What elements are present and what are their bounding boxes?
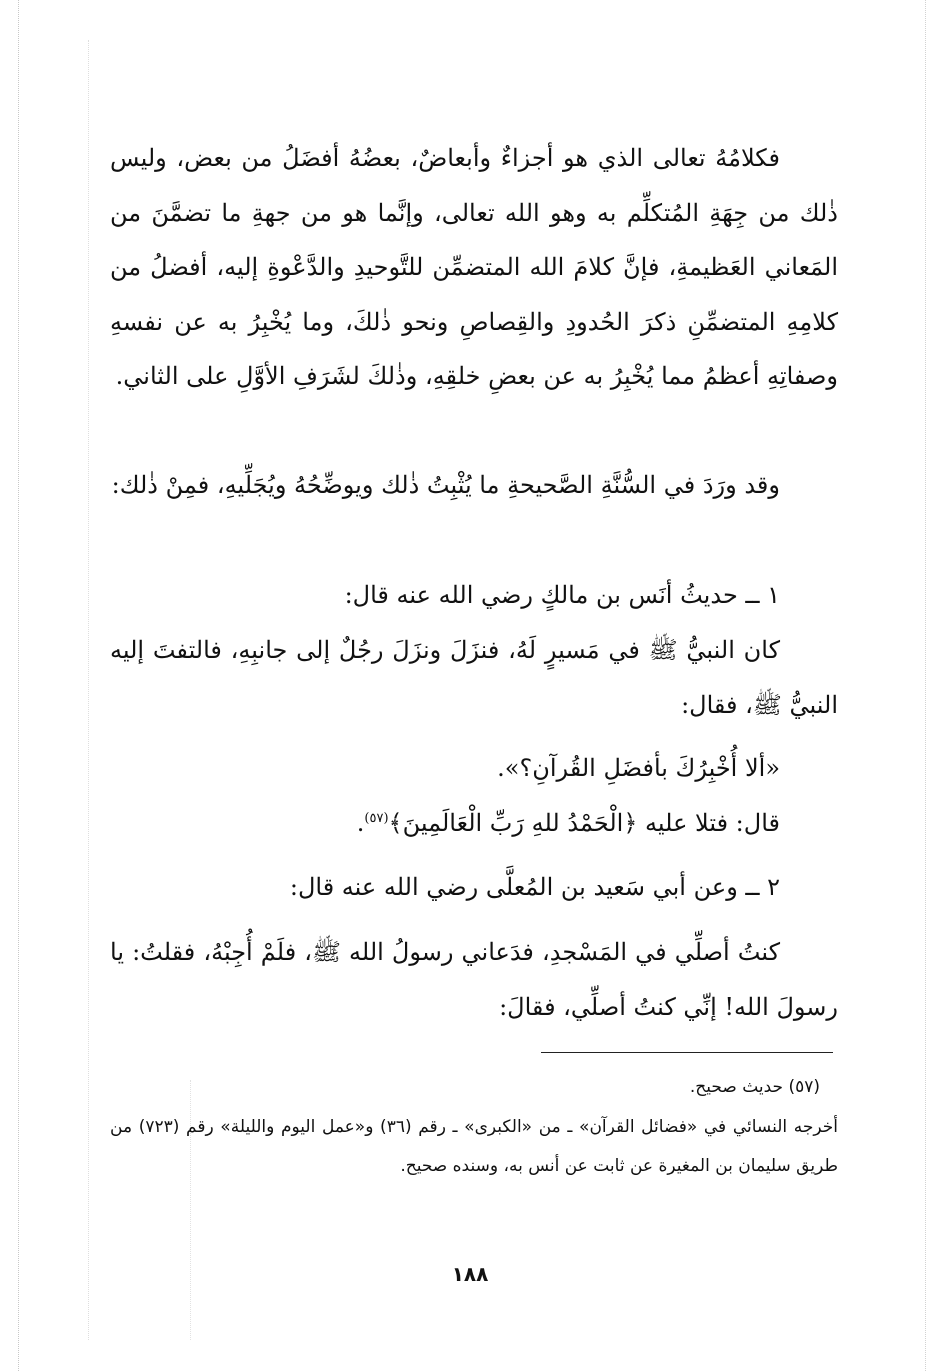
body-paragraph-speech-of-allah: فكلامُهُ تعالى الذي هو أجزاءٌ وأبعاضٌ، بعضُهُ أفضَلُ من بعض، وليس ذٰلك من جِهَةِ المُتكلِّم به وهو الله تعالى، وإنَّما هو من جهةِ ما تضمَّنَ من المَعاني العَظيمةِ، فإنَّ كلامَ الله المتضمِّن للتَّوحيدِ والدَّعْوةِ إليه، أفضلُ من كلامِهِ المتضمِّنِ ذكرَ الحُدودِ والقِصاصِ ونحو ذٰلكَ، وما يُخْبِرُ به عن نفسهِ وصفاتِهِ أعظمُ مما يُخْبِرُ به عن بعضِ خلقِهِ، وذٰلكَ لشَرَفِ الأوَّلِ على الثاني. — [110, 144, 838, 390]
scan-guide-line — [18, 0, 19, 1371]
footnote-57-heading: (٥٧) حديث صحيح. — [689, 1077, 820, 1097]
scan-guide-line — [925, 0, 926, 1371]
hadith-1-quote: «ألا أُخْبِرُكَ بأفضَلِ القُرآنِ؟». — [497, 754, 780, 782]
recitation-period: . — [356, 809, 365, 837]
recitation-text: قال: فتلا عليه ﴿الْحَمْدُ للهِ رَبِّ الْعَالَمِينَ﴾ — [388, 809, 780, 837]
page-number: ١٨٨ — [451, 1262, 489, 1286]
hadith-1-text: كان النبيُّ ﷺ في مَسيرٍ لَهُ، فنزَلَ ونزَلَ رجُلٌ إلى جانبِهِ، فالتفتَ إليه النبيُّ ﷺ، فقال: — [110, 636, 838, 719]
hadith-1-heading: ١ ــ حديثُ أنَس بن مالكٍ رضي الله عنه قال: — [344, 581, 780, 609]
hadith-2-text: كنتُ أصلِّي في المَسْجدِ، فدَعاني رسولُ الله ﷺ، فلَمْ أُجِبْهُ، فقلتُ: يا رسولَ الله! إنِّي كنتُ أصلِّي، فقالَ: — [110, 938, 838, 1021]
hadith-1-recitation — [110, 796, 838, 851]
hadith-2-heading: ٢ ــ وعن أبي سَعيد بن المُعلَّى رضي الله عنه قال: — [289, 873, 780, 901]
footnote-marker-57[interactable]: (٥٧) — [364, 811, 389, 826]
scan-guide-line — [88, 40, 89, 1340]
footnote-separator — [541, 1052, 833, 1053]
footnote-57-body: أخرجه النسائي في «فضائل القرآن» ـ من «الكبرى» ـ رقم (٣٦) و«عمل اليوم والليلة» رقم (٧٢٣) من طريق سليمان بن المغيرة عن ثابت عن أنس به، وسنده صحيح. — [110, 1117, 838, 1176]
body-paragraph-sunnah-intro: وقد ورَدَ في السُّنَّةِ الصَّحيحةِ ما يُثْبِتُ ذٰلك ويوضِّحُهُ ويُجَلِّيهِ، فمِنْ ذٰلك: — [111, 471, 780, 499]
